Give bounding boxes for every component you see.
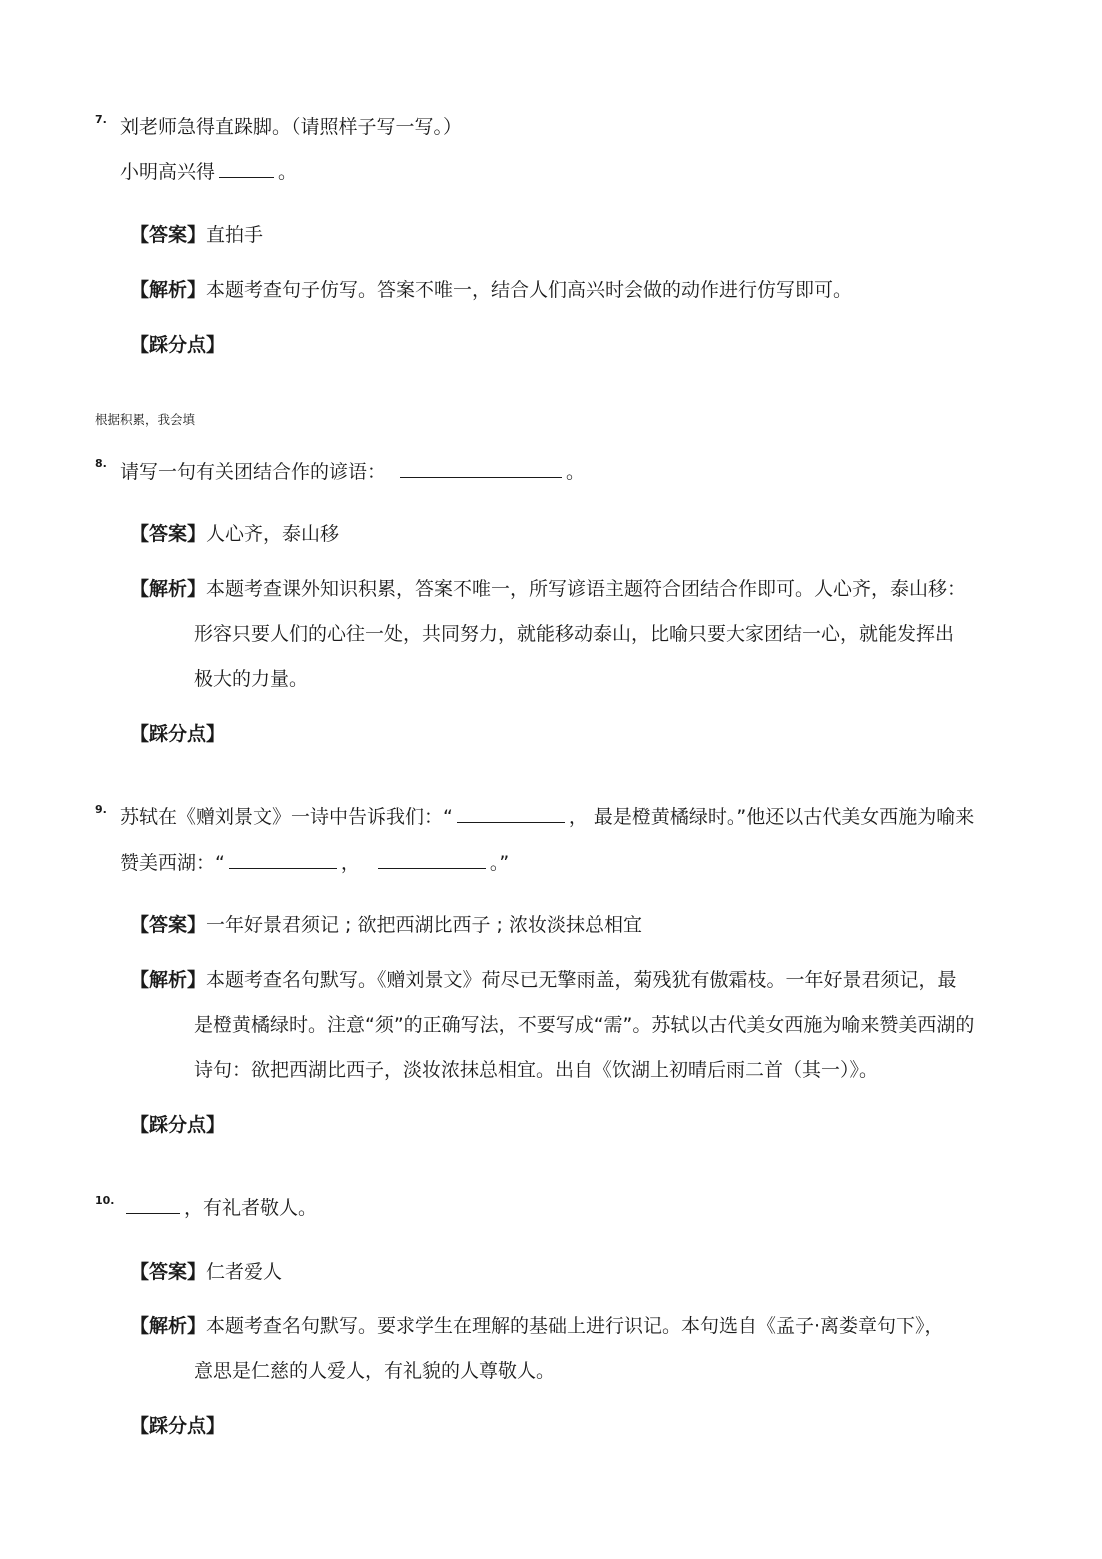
answer-row [130, 912, 642, 938]
prompt-text: 。” [489, 852, 510, 874]
fill-prefix: 小明高兴得 [120, 161, 216, 183]
analysis-row [130, 967, 957, 993]
answer-label: 【答案】 [130, 523, 207, 545]
score-points-label: 【踩分点】 [130, 1415, 226, 1437]
question-number: 9. [95, 803, 107, 816]
fill-suffix: 。 [278, 161, 298, 183]
answer-row [130, 521, 339, 547]
prompt-text: 赞美西湖：“ [120, 852, 225, 874]
answer-blank[interactable] [400, 459, 562, 478]
answer-text: 一年好景君须记 ; 欲把西湖比西子 ; 浓妆淡抹总相宜 [206, 914, 642, 936]
prompt-text: ，有礼者敬人。 [184, 1197, 318, 1219]
analysis-label: 【解析】 [130, 578, 207, 600]
answer-row [130, 1259, 282, 1285]
question-prompt [120, 459, 585, 485]
prompt-suffix: 。 [566, 461, 586, 483]
analysis-text: 意思是仁慈的人爱人，有礼貌的人尊敬人。 [194, 1360, 556, 1382]
prompt-text: ， [340, 852, 360, 874]
question-prompt [122, 1195, 317, 1221]
answer-row [130, 222, 263, 248]
prompt-text: ， 最是橙黄橘绿时。”他还以古代美女西施为喻来 [568, 806, 975, 828]
answer-label: 【答案】 [130, 1261, 207, 1283]
question-number: 7. [95, 113, 107, 126]
prompt-text: 苏轼在《赠刘景文》一诗中告诉我们：“ [120, 806, 453, 828]
answer-text: 仁者爱人 [206, 1261, 283, 1283]
score-points-label: 【踩分点】 [130, 1114, 226, 1136]
analysis-label: 【解析】 [130, 1315, 207, 1337]
fill-line [120, 159, 297, 185]
analysis-text: 极大的力量。 [194, 668, 309, 690]
score-points-label: 【踩分点】 [130, 334, 226, 356]
analysis-text: 本题考查名句默写。要求学生在理解的基础上进行识记。本句选自《孟子·离娄章句下》， [206, 1315, 944, 1337]
prompt-text: 请写一句有关团结合作的谚语： [120, 461, 387, 483]
question-number: 8. [95, 457, 107, 470]
question-number: 10. [95, 1194, 115, 1207]
analysis-row [130, 576, 966, 602]
section-heading: 根据积累，我会填 [95, 412, 196, 427]
answer-blank[interactable] [219, 159, 274, 178]
question-prompt [120, 804, 974, 830]
answer-blank[interactable] [378, 850, 486, 869]
analysis-text: 是橙黄橘绿时。注意“须”的正确写法，不要写成“需”。苏轼以古代美女西施为喻来赞美西湖的 [194, 1014, 975, 1036]
analysis-text: 形容只要人们的心往一处，共同努力，就能移动泰山，比喻只要大家团结一心，就能发挥出 [194, 623, 955, 645]
question-prompt: 刘老师急得直跺脚。（请照样子写一写。） [120, 116, 463, 138]
answer-blank[interactable] [457, 804, 565, 823]
analysis-text: 本题考查名句默写。《赠刘景文》荷尽已无擎雨盖，菊残犹有傲霜枝。一年好景君须记，最 [206, 969, 957, 991]
answer-blank[interactable] [229, 850, 337, 869]
analysis-text: 本题考查句子仿写。答案不唯一，结合人们高兴时会做的动作进行仿写即可。 [206, 279, 853, 301]
score-points-label: 【踩分点】 [130, 723, 226, 745]
analysis-row [130, 1313, 944, 1339]
analysis-text: 诗句：欲把西湖比西子，淡妆浓抹总相宜。出自《饮湖上初晴后雨二首（其一）》。 [194, 1059, 879, 1081]
answer-text: 人心齐，泰山移 [206, 523, 340, 545]
analysis-row [130, 277, 852, 303]
analysis-label: 【解析】 [130, 279, 207, 301]
analysis-label: 【解析】 [130, 969, 207, 991]
analysis-text: 本题考查课外知识积累，答案不唯一，所写谚语主题符合团结合作即可。人心齐，泰山移： [206, 578, 967, 600]
answer-blank[interactable] [126, 1195, 180, 1214]
answer-text: 直拍手 [206, 224, 264, 246]
answer-label: 【答案】 [130, 914, 207, 936]
fill-line [120, 850, 509, 876]
answer-label: 【答案】 [130, 224, 207, 246]
